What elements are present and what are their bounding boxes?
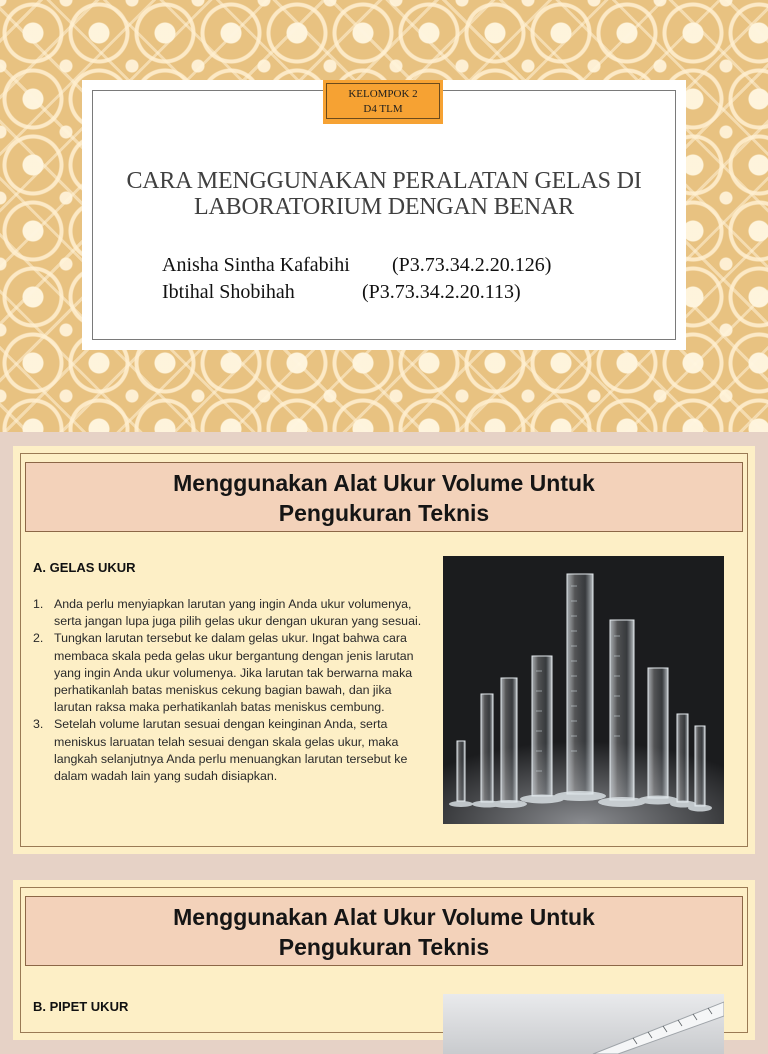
author-id: (P3.73.34.2.20.126) [392,254,552,276]
slide-title [82,168,686,220]
step-text: Setelah volume larutan sesuai dengan keinginan Anda, serta meniskus laruatan telah sesuai dengan skala gelas ukur, maka langkah selanjutnya Anda perlu menuangkan larutan tersebut ke dalam wadah lain yang sudah disiapkan. [54,717,408,784]
group-badge-line1: KELOMPOK 2 [348,88,418,100]
content-slide-gelas-ukur [13,446,755,854]
slide-header-line1: Menggunakan Alat Ukur Volume Untuk [173,470,595,496]
pipette-illustration [443,994,724,1054]
step-number: 3. [33,717,44,732]
pipette-photo [443,994,724,1054]
step-text: Tungkan larutan tersebut ke dalam gelas ukur. Ingat bahwa cara membaca skala peda gelas ukur bergantung dengan jenis larutan yang ingin Anda ukur volumenya. Jika larutan tak berwarna maka perhatikanlah batas meniskus cekung bagian bawah, dan jika larutan raksa maka perhatikanlah batas meniskus cembung. [54,631,414,715]
slide-title-line2: LABORATORIUM DENGAN BENAR [194,194,574,220]
author-name: Anisha Sintha Kafabihi [162,254,350,276]
slide-title-line1: CARA MENGGUNAKAN PERALATAN GELAS DI [126,168,642,194]
author-id: (P3.73.34.2.20.113) [362,281,521,303]
slide-header-line2: Pengukuran Teknis [278,500,490,526]
slide-header [25,462,743,532]
title-card [82,80,686,350]
graduated-cylinders-illustration [443,556,724,824]
list-item [33,596,423,630]
steps-list [33,596,423,785]
slide-header-line1: Menggunakan Alat Ukur Volume Untuk [173,904,595,930]
section-heading: A. GELAS UKUR [33,560,136,575]
list-item [33,630,423,716]
author-name: Ibtihal Shobihah [162,281,295,303]
step-text: Anda perlu menyiapkan larutan yang ingin Anda ukur volumenya, serta jangan lupa juga pilih gelas ukur dengan ukuran yang sesuai. [54,597,422,629]
slide-header-line2: Pengukuran Teknis [278,934,490,960]
content-slide-pipet-ukur [13,880,755,1040]
slide-header [25,896,743,966]
step-number: 1. [33,597,44,611]
group-badge [323,80,443,124]
list-item [33,716,423,785]
section-heading: B. PIPET UKUR [33,999,129,1014]
group-badge-line2: D4 TLM [363,103,403,115]
step-number: 2. [33,631,44,646]
graduated-cylinders-photo [443,556,724,824]
title-slide [0,0,768,432]
